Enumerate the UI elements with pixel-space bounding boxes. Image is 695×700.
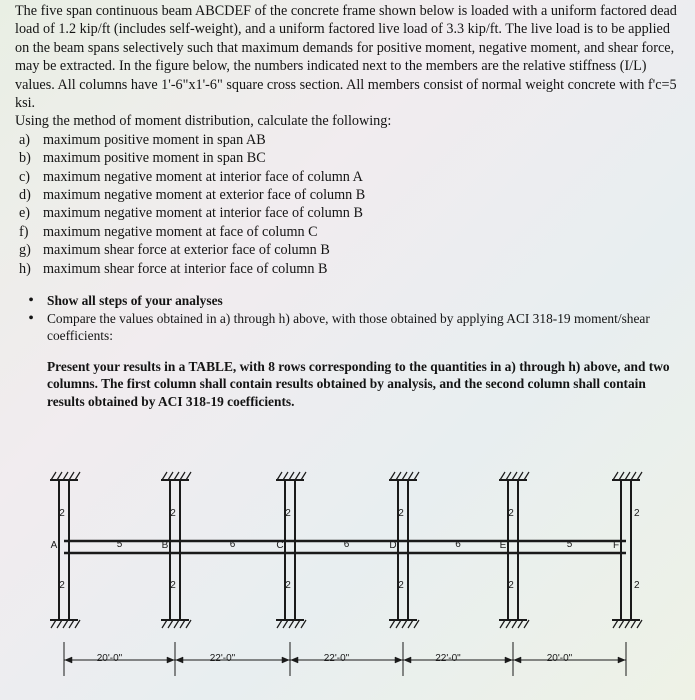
joint-label: E	[499, 540, 507, 551]
arrow-icon	[291, 657, 298, 663]
support-hatch	[162, 472, 167, 480]
support-hatch	[625, 620, 630, 628]
span-length: 22'-0"	[323, 653, 350, 664]
support-hatch	[289, 472, 294, 480]
support-hatch	[637, 620, 642, 628]
span-length: 20'-0"	[546, 653, 573, 664]
bullet-item: • Show all steps of your analyses	[15, 292, 685, 310]
support-hatch	[51, 620, 56, 628]
support-hatch	[408, 472, 413, 480]
lower-column-stiffness: 2	[634, 580, 640, 591]
support-hatch	[174, 620, 179, 628]
support-hatch	[289, 620, 294, 628]
list-item: f) maximum negative moment at face of column C	[19, 223, 318, 240]
arrow-icon	[395, 657, 402, 663]
support-hatch	[283, 472, 288, 480]
support-hatch	[637, 472, 642, 480]
arrow-icon	[282, 657, 289, 663]
list-item: e) maximum negative moment at interior face of column B	[19, 205, 363, 222]
arrow-icon	[167, 657, 174, 663]
joint-label: C	[276, 540, 284, 551]
beam-stiffness: 6	[455, 539, 461, 550]
support-hatch	[613, 472, 618, 480]
joint-label: A	[50, 540, 58, 551]
list-item: d) maximum negative moment at exterior face of column B	[19, 187, 366, 204]
support-hatch	[518, 472, 523, 480]
support-hatch	[283, 620, 288, 628]
support-hatch	[277, 472, 282, 480]
joint-label: D	[389, 540, 397, 551]
support-hatch	[295, 472, 300, 480]
list-item: c) maximum negative moment at interior face of column A	[19, 168, 363, 185]
joint-label: B	[161, 540, 169, 551]
upper-column-stiffness: 2	[634, 508, 640, 519]
bullet-icon: •	[28, 292, 34, 310]
support-hatch	[512, 472, 517, 480]
arrow-icon	[176, 657, 183, 663]
upper-column-stiffness: 2	[170, 508, 176, 519]
support-hatch	[414, 472, 419, 480]
upper-column-stiffness: 2	[398, 508, 404, 519]
problem-instruction: Using the method of moment distribution, calculate the following:	[15, 113, 392, 130]
arrow-icon	[65, 657, 72, 663]
support-hatch	[69, 620, 74, 628]
support-hatch	[277, 620, 282, 628]
beam-stiffness: 5	[116, 539, 123, 550]
support-hatch	[619, 472, 624, 480]
support-hatch	[524, 620, 529, 628]
arrow-icon	[514, 657, 521, 663]
list-item: g) maximum shear force at exterior face of column B	[19, 242, 330, 259]
support-hatch	[63, 472, 68, 480]
lower-column-stiffness: 2	[285, 580, 291, 591]
support-hatch	[619, 620, 624, 628]
support-hatch	[162, 620, 167, 628]
arrow-icon	[505, 657, 512, 663]
support-hatch	[414, 620, 419, 628]
upper-column-stiffness: 2	[285, 508, 291, 519]
beam-stiffness: 6	[343, 539, 350, 550]
span-length: 20'-0"	[96, 653, 123, 664]
support-hatch	[69, 472, 74, 480]
support-hatch	[301, 620, 306, 628]
bullet-item: • Compare the values obtained in a) through h) above, with those obtained by applying ACI 318-19 moment/shear coefficients:	[15, 310, 685, 345]
support-hatch	[180, 472, 185, 480]
support-hatch	[625, 472, 630, 480]
beam-stiffness: 5	[566, 539, 573, 550]
upper-column-stiffness: 2	[59, 508, 65, 519]
lower-column-stiffness: 2	[170, 580, 176, 591]
support-hatch	[402, 620, 407, 628]
beam-stiffness: 6	[229, 539, 236, 550]
support-hatch	[51, 472, 56, 480]
support-hatch	[500, 472, 505, 480]
support-hatch	[174, 472, 179, 480]
support-hatch	[408, 620, 413, 628]
support-hatch	[396, 472, 401, 480]
support-hatch	[506, 472, 511, 480]
upper-column-stiffness: 2	[508, 508, 514, 519]
support-hatch	[402, 472, 407, 480]
support-hatch	[613, 620, 618, 628]
arrow-icon	[618, 657, 625, 663]
support-hatch	[524, 472, 529, 480]
support-hatch	[57, 620, 62, 628]
list-item: h) maximum shear force at interior face of column B	[19, 260, 328, 277]
lower-column-stiffness: 2	[398, 580, 404, 591]
support-hatch	[631, 620, 636, 628]
support-hatch	[518, 620, 523, 628]
support-hatch	[396, 620, 401, 628]
present-instruction: Present your results in a TABLE, with 8 rows corresponding to the quantities in a) through h) above, and two columns. The first column shall contain results obtained by analysis, and the second column shall contain results obtained by ACI 318-19 coefficients.	[47, 358, 670, 409]
support-hatch	[168, 472, 173, 480]
support-hatch	[180, 620, 185, 628]
support-hatch	[506, 620, 511, 628]
support-hatch	[186, 620, 191, 628]
support-hatch	[390, 620, 395, 628]
span-length: 22'-0"	[435, 653, 461, 664]
joint-label: F	[612, 540, 620, 551]
lower-column-stiffness: 2	[59, 580, 65, 591]
support-hatch	[75, 620, 80, 628]
span-length: 22'-0"	[209, 653, 236, 664]
support-hatch	[168, 620, 173, 628]
support-hatch	[301, 472, 306, 480]
support-hatch	[500, 620, 505, 628]
support-hatch	[512, 620, 517, 628]
support-hatch	[186, 472, 191, 480]
bullet-icon: •	[28, 309, 34, 327]
support-hatch	[57, 472, 62, 480]
lower-column-stiffness: 2	[508, 580, 514, 591]
support-hatch	[295, 620, 300, 628]
support-hatch	[63, 620, 68, 628]
arrow-icon	[404, 657, 411, 663]
problem-intro: The five span continuous beam ABCDEF of the concrete frame shown below is loaded with a uniform factored dead load of 1.2 kip/ft (includes self-weight), and a uniform factored live load of 3.3 kip/ft. The live load is to be applied on the beam spans selectively such that maximum demands for positive moment, negative moment, and shear force, may be extracted. In the figure below, the numbers indicated next to the members are the relative stiffness (I/L) values. All columns have 1'-6"x1'-6" square cross section. All members consist of normal weight concrete with f'c=5 ksi.	[15, 3, 677, 112]
support-hatch	[390, 472, 395, 480]
support-hatch	[75, 472, 80, 480]
list-item: b) maximum positive moment in span BC	[19, 150, 266, 167]
support-hatch	[631, 472, 636, 480]
list-item: a) maximum positive moment in span AB	[19, 131, 266, 148]
